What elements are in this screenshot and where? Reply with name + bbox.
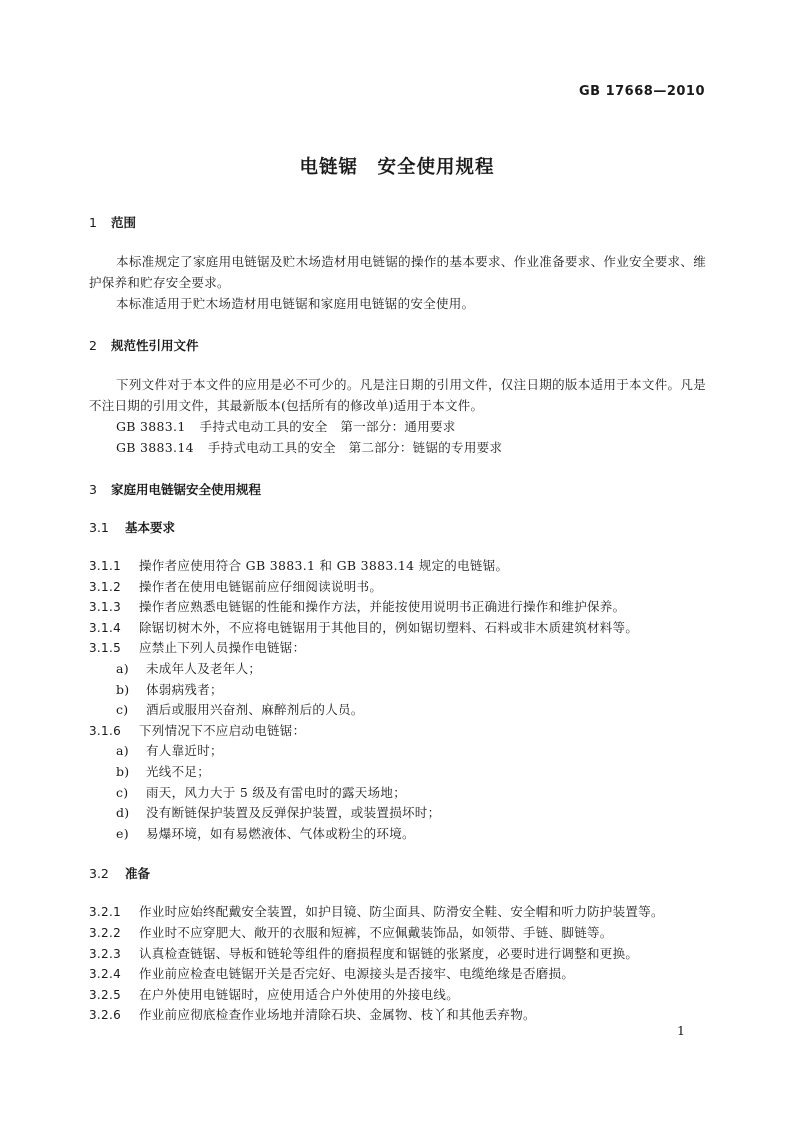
- subsection-title: 基本要求: [125, 520, 176, 535]
- clause-number: 3.1.5: [89, 641, 122, 656]
- subsection-number: 3.1: [89, 520, 109, 535]
- list-text: 没有断链保护装置及反弹保护装置，或装置损坏时；: [146, 805, 441, 821]
- section-number: 2: [89, 338, 97, 353]
- list-item: [89, 659, 706, 680]
- list-text: 有人靠近时；: [146, 743, 223, 759]
- paragraph: 本标准规定了家庭用电链锯及贮木场造材用电链锯的操作的基本要求、作业准备要求、作业安全要求、维护保养和贮存安全要求。: [89, 254, 706, 290]
- list-item: [89, 680, 706, 701]
- clause-number: 3.2.6: [89, 1008, 122, 1023]
- section-title: 家庭用电链锯安全使用规程: [111, 482, 262, 497]
- clause-text: 在户外使用电链锯时，应使用适合户外使用的外接电线。: [139, 986, 460, 1002]
- clause: [89, 902, 706, 923]
- clause: [89, 1005, 706, 1026]
- list-text: 雨天，风力大于 5 级及有雷电时的露天场地；: [146, 784, 407, 800]
- clause: [89, 721, 706, 742]
- list-text: 光线不足；: [146, 763, 211, 779]
- clause: [89, 556, 706, 577]
- clause-number: 3.1.6: [89, 723, 122, 738]
- reference-name: 手持式电动工具的安全 第二部分：链锯的专用要求: [207, 440, 503, 455]
- paragraph: 本标准适用于贮木场造材用电链锯和家庭用电链锯的安全使用。: [116, 296, 475, 311]
- clause-number: 3.2.4: [89, 967, 122, 982]
- clause-text: 作业时应始终配戴安全装置，如护目镜、防尘面具、防滑安全鞋、安全帽和听力防护装置等。: [139, 904, 664, 920]
- clause-number: 3.1.2: [89, 579, 122, 594]
- section-number: 3: [89, 482, 97, 497]
- list-text: 酒后或服用兴奋剂、麻醉剂后的人员。: [146, 702, 364, 718]
- clause: [89, 944, 706, 965]
- subsection-heading-3-1: [89, 518, 706, 536]
- clause: [89, 985, 706, 1006]
- section-heading-1: [89, 213, 706, 231]
- clause-number: 3.1.4: [89, 620, 122, 635]
- page-number: 1: [677, 1023, 685, 1038]
- section-heading-3: [89, 480, 706, 498]
- subsection-number: 3.2: [89, 866, 109, 882]
- clause: [89, 964, 706, 985]
- reference-code: GB 3883.14: [116, 440, 194, 455]
- reference-item: [89, 416, 706, 437]
- clause-text: 除锯切树木外，不应将电链锯用于其他目的，例如锯切塑料、石料或非木质建筑材料等。: [139, 619, 639, 635]
- clause: [89, 597, 706, 618]
- clause-number: 3.2.1: [89, 905, 122, 920]
- list-label: b): [116, 681, 130, 697]
- clause: [89, 577, 706, 598]
- clause-text: 操作者应使用符合 GB 3883.1 和 GB 3883.14 规定的电链锯。: [139, 558, 509, 573]
- section-title: 规范性引用文件: [111, 338, 199, 353]
- subsection-heading-3-2: [89, 864, 706, 882]
- clause-text: 作业前应彻底检查作业场地并清除石块、金属物、枝丫和其他丢弃物。: [139, 1007, 536, 1023]
- list-item: [89, 824, 706, 845]
- list-label: a): [116, 660, 129, 676]
- paragraph: 下列文件对于本文件的应用是必不可少的。凡是注日期的引用文件，仅注日期的版本适用于本文件。凡是不注日期的引用文件，其最新版本(包括所有的修改单)适用于本文件。: [89, 377, 706, 413]
- clause-text: 下列情况下不应启动电链锯：: [139, 722, 306, 738]
- list-label: c): [116, 784, 129, 800]
- clause-text: 作业时不应穿肥大、敞开的衣服和短裤，不应佩戴装饰品，如领带、手链、脚链等。: [139, 924, 613, 940]
- list-label: b): [116, 763, 130, 779]
- subsection-title: 准备: [125, 866, 151, 882]
- list-item: [89, 741, 706, 762]
- reference-item: [89, 437, 706, 458]
- section-heading-2: [89, 336, 706, 354]
- clause-number: 3.2.3: [89, 946, 122, 961]
- list-label: e): [116, 825, 129, 841]
- clause-number: 3.1.3: [89, 600, 122, 615]
- list-item: [89, 783, 706, 804]
- list-item: [89, 700, 706, 721]
- clause: [89, 923, 706, 944]
- list-text: 体弱病残者；: [146, 681, 223, 697]
- clause: [89, 618, 706, 639]
- standard-number: GB 17668—2010: [578, 84, 705, 99]
- clause-text: 认真检查链锯、导板和链轮等组件的磨损程度和锯链的张紧度，必要时进行调整和更换。: [139, 945, 639, 961]
- list-text: 易爆环境，如有易燃液体、气体或粉尘的环境。: [146, 825, 415, 841]
- clause-number: 3.2.2: [89, 925, 122, 940]
- document-body: [89, 213, 706, 1026]
- list-label: a): [116, 743, 129, 759]
- reference-name: 手持式电动工具的安全 第一部分：通用要求: [199, 419, 456, 434]
- section-number: 1: [89, 215, 97, 230]
- clause-number: 3.2.5: [89, 987, 122, 1002]
- clause-text: 应禁止下列人员操作电链锯：: [139, 640, 306, 656]
- section-title: 范围: [111, 215, 137, 230]
- clause-number: 3.1.1: [89, 559, 122, 573]
- document-title: 电链锯 安全使用规程: [299, 157, 495, 178]
- clause-text: 操作者在使用电链锯前应仔细阅读说明书。: [139, 578, 383, 594]
- list-item: [89, 762, 706, 783]
- list-text: 未成年人及老年人；: [146, 660, 262, 676]
- reference-code: GB 3883.1: [116, 419, 186, 434]
- list-label: c): [116, 702, 129, 718]
- list-item: [89, 803, 706, 824]
- clause: [89, 638, 706, 659]
- clause-text: 作业前应检查电链锯开关是否完好、电源接头是否接牢、电缆绝缘是否磨损。: [139, 966, 575, 982]
- list-label: d): [116, 805, 130, 821]
- clause-text: 操作者应熟悉电链锯的性能和操作方法，并能按使用说明书正确进行操作和维护保养。: [139, 599, 626, 615]
